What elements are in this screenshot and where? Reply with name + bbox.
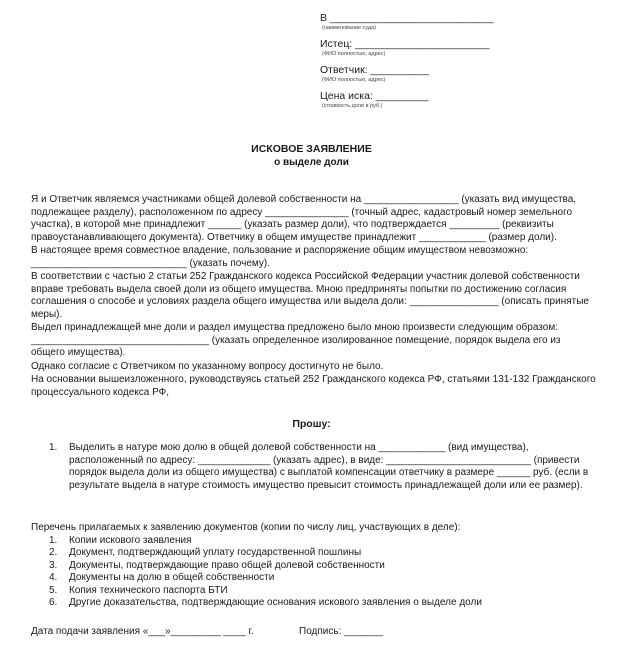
document-title-block: [0, 143, 623, 169]
body-paragraph: Я и Ответчик являемся участниками общей долевой собственности на _________________ (указать вид имущества, подлежащее разделу), расположенном по адресу _______________ (точный адрес, кадастровый номер земельного участка), в которой мне принадлежит ______ (указать размер доли), что подтверждается _________ (реквизиты правоустанавливающего документа). Ответчику в общем имуществе принадлежит ____________ (размер доли).: [31, 194, 577, 243]
defendant-note: (ФИО полностью, адрес): [322, 77, 386, 83]
claim-body: [31, 194, 596, 399]
request-item: [31, 442, 596, 492]
attachment-text: Копия технического паспорта БТИ: [69, 584, 228, 596]
claim-price-note: (стоимость доли в руб.): [322, 103, 383, 109]
attachment-text: Документ, подтверждающий уплату государственной пошлины: [69, 547, 362, 558]
body-paragraph: На основании вышеизложенного, руководствуясь статьей 252 Гражданского кодекса РФ, статьями 131-132 Гражданского процессуального кодекса РФ,: [31, 374, 596, 398]
attachment-item: [31, 535, 596, 548]
attachment-number: 1.: [49, 534, 58, 546]
attachment-item: [31, 572, 596, 585]
attachment-item: [31, 597, 596, 610]
body-paragraph: В соответствии с частью 2 статьи 252 Гражданского кодекса Российской Федерации участник долевой собственности вправе требовать выдела своей доли из общего имущества. Мною предприняты попытки по достижению согласия соглашения о способе и условиях раздела общего имущества или выдела доли: ________________ (описать принятые меры).: [31, 271, 589, 320]
attachment-number: 2.: [49, 547, 58, 558]
attachments-section: [31, 522, 596, 610]
request-heading: Прошу:: [292, 418, 331, 430]
document-title: ИСКОВОЕ ЗАЯВЛЕНИЕ: [251, 143, 372, 155]
claim-price-line: Цена иска: _________: [320, 90, 429, 102]
court-line: В ____________________________: [320, 12, 494, 24]
attachment-item: [31, 560, 596, 573]
attachment-number: 5.: [49, 584, 58, 596]
addressee-block: [320, 12, 610, 110]
filing-date: Дата подачи заявления «___»_________ ____ г.: [31, 626, 254, 637]
attachment-number: 6.: [49, 597, 58, 608]
attachment-text: Копии искового заявления: [69, 534, 192, 546]
attachment-text: Другие доказательства, подтверждающие основания искового заявления о выделе доли: [69, 597, 482, 608]
signature-line: Подпись: _______: [299, 626, 384, 637]
plaintiff-line: Истец: _______________________: [320, 38, 490, 50]
court-note: (наименование суда): [322, 25, 376, 31]
attachment-text: Документы, подтверждающие право общей долевой собственности: [69, 559, 385, 571]
attachments-heading: Перечень прилагаемых к заявлению документов (копии по числу лиц, участвующих в деле):: [31, 522, 461, 533]
attachment-number: 3.: [49, 559, 58, 571]
plaintiff-note: (ФИО полностью, адрес): [322, 51, 386, 57]
body-paragraph: Выдел принадлежащей мне доли и раздел имущества предложено было мною произвести следующим образом: ________________________________ (указать определенное изолированное помещение, порядок выдела его из общего имущества).: [31, 322, 561, 358]
attachment-text: Документы на долю в общей собственности: [69, 572, 275, 583]
defendant-line: Ответчик: __________: [320, 64, 429, 76]
attachment-number: 4.: [49, 572, 58, 583]
request-list: [31, 442, 596, 492]
attachment-item: [31, 585, 596, 598]
request-item-number: 1.: [49, 442, 58, 453]
request-item-text: Выделить в натуре мою долю в общей долевой собственности на ____________ (вид имущества), расположенный по адресу: _____________ (указать адрес), в виде: __________________________ (привести порядок выдела доли из общего имущества) с выплатой компенсации ответчику в размере ______ руб. (если в результате выдела в натуре стоимость имущество превысит стоимость принадлежащей доли или ее размер).: [69, 442, 589, 491]
attachment-item: [31, 547, 596, 560]
body-paragraph: В настоящее время совместное владение, пользование и распоряжение общим имуществом невозможно: ____________________________ (указать почему).: [31, 245, 529, 269]
body-paragraph: Однако согласие с Ответчиком по указанному вопросу достигнуто не было.: [31, 360, 384, 372]
document-subtitle: о выделе доли: [274, 157, 349, 168]
